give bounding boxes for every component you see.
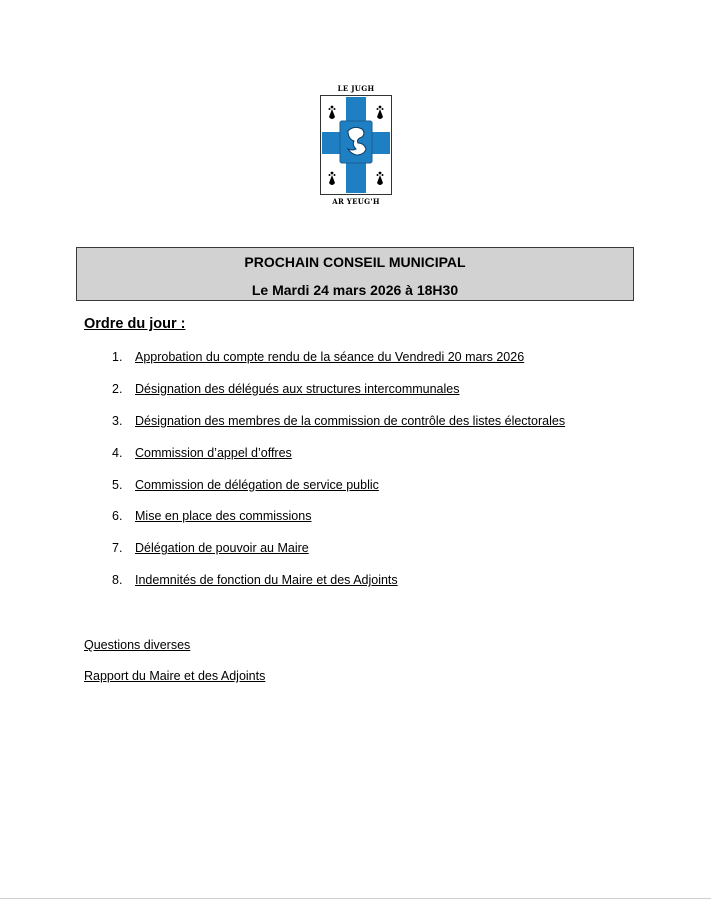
municipal-logo	[318, 84, 394, 208]
agenda-item-text: Délégation de pouvoir au Maire	[135, 541, 309, 556]
agenda-item-text: Mise en place des commissions	[135, 509, 312, 524]
agenda-item-number: 4.	[112, 445, 123, 460]
page-bottom-divider	[0, 898, 711, 899]
questions-diverses: Questions diverses	[84, 638, 191, 652]
agenda-item-number: 6.	[112, 509, 123, 524]
agenda-item-text: Commission de délégation de service public	[135, 477, 379, 492]
agenda-item-text: Indemnités de fonction du Maire et des Adjoints	[135, 573, 398, 588]
agenda-item-number: 2.	[112, 381, 123, 396]
meeting-date: Le Mardi 24 mars 2026 à 18H30	[251, 282, 459, 298]
logo-bottom-text: AR YEUG'H	[332, 197, 380, 206]
agenda-heading: Ordre du jour :	[84, 316, 186, 332]
agenda-item-text: Désignation des délégués aux structures intercommunales	[135, 381, 460, 396]
agenda-item-number: 5.	[112, 477, 123, 492]
coat-of-arms-icon	[320, 95, 392, 195]
agenda-item-number: 8.	[112, 573, 123, 588]
page-title: PROCHAIN CONSEIL MUNICIPAL	[244, 254, 466, 270]
agenda-item-number: 7.	[112, 541, 123, 556]
rapport-maire: Rapport du Maire et des Adjoints	[84, 669, 266, 683]
agenda-item-number: 1.	[112, 350, 123, 364]
title-box	[76, 247, 634, 301]
agenda-item-text: Désignation des membres de la commission de contrôle des listes électorales	[135, 413, 566, 428]
agenda-item-number: 3.	[112, 413, 123, 428]
agenda-item-text: Approbation du compte rendu de la séance du Vendredi 20 mars 2026	[135, 350, 525, 364]
agenda-item-text: Commission d’appel d’offres	[135, 445, 292, 460]
logo-top-text: LE JUGH	[337, 84, 375, 93]
